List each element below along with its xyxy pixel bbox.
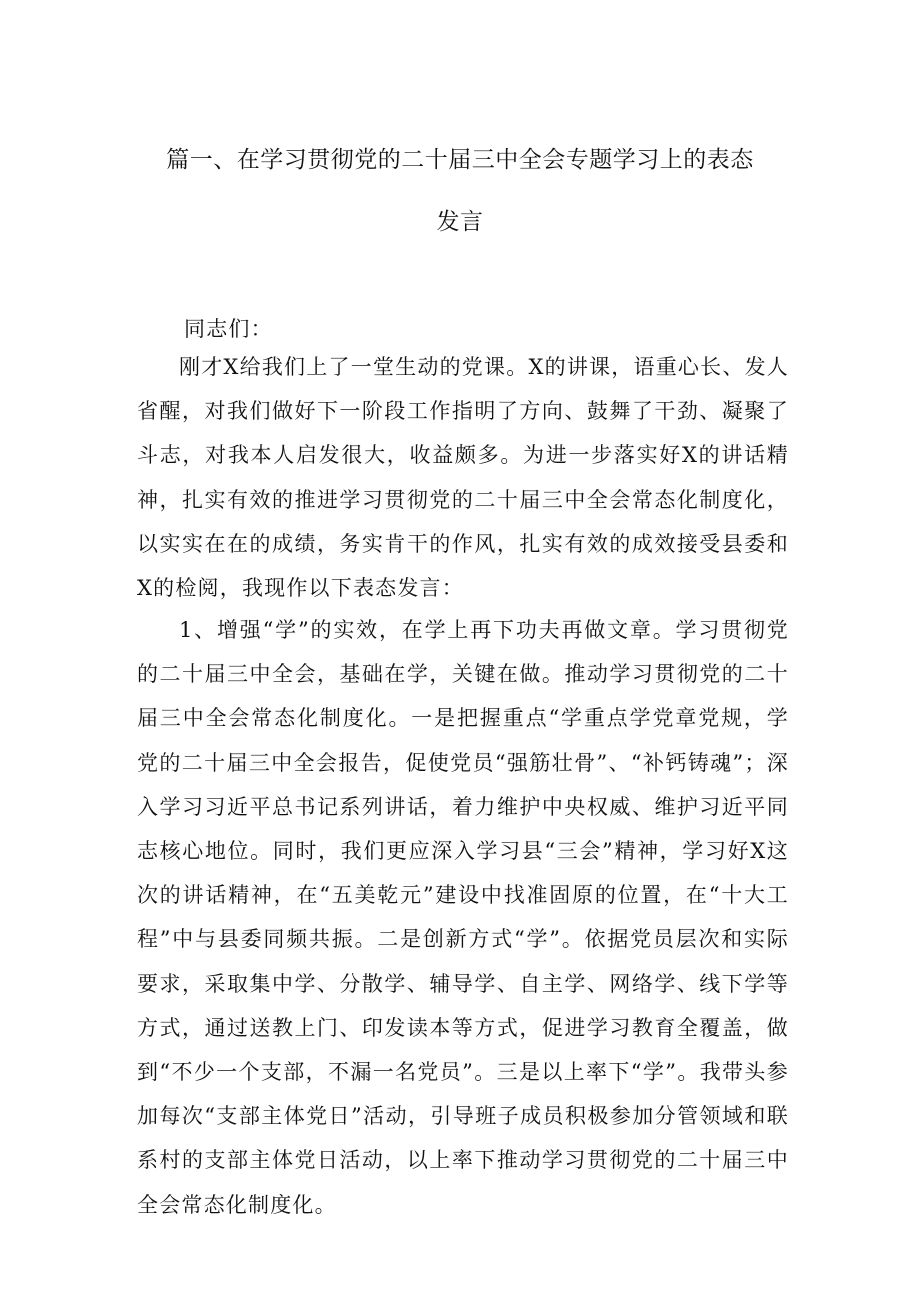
paragraph-intro: 刚才X给我们上了一堂生动的党课。X的讲课，语重心长、发人省醒，对我们做好下一阶段工作指明了方向、鼓舞了干劲、凝聚了斗志，对我本人启发很大，收益颇多。为进一步落实好X的讲话精神，扎实有效的推进学习贯彻党的二十届三中全会常态化制度化，以实实在在的成绩，务实肯干的作风，扎实有效的成效接受县委和X的检阅，我现作以下表态发言：	[137, 355, 789, 601]
salutation: 同志们：	[184, 317, 273, 341]
document-title-line2: 发言	[436, 209, 484, 235]
document-title-line1: 篇一、在学习贯彻党的二十届三中全会专题学习上的表态	[166, 147, 754, 173]
paragraph-point-1: 1、增强“学”的实效，在学上再下功夫再做文章。学习贯彻党的二十届三中全会，基础在学，关键在做。推动学习贯彻党的二十届三中全会常态化制度化。一是把握重点“学重点学党章党规，学党的二十届三中全会报告，促使党员“强筋壮骨”、“补钙铸魂”；深入学习习近平总书记系列讲话，着力维护中央权威、维护习近平同志核心地位。同时，我们更应深入学习县“三会”精神，学习好X这次的讲话精神，在“五美乾元”建设中找准固原的位置，在“十大工程”中与县委同频共振。二是创新方式“学”。依据党员层次和实际要求，采取集中学、分散学、辅导学、自主学、网络学、线下学等方式，通过送教上门、印发读本等方式，促进学习教育全覆盖，做到“不少一个支部，不漏一名党员”。三是以上率下“学”。我带头参加每次“支部主体党日”活动，引导班子成员积极参加分管领域和联系村的支部主体党日活动，以上率下推动学习贯彻党的二十届三中全会常态化制度化。	[137, 618, 789, 1217]
